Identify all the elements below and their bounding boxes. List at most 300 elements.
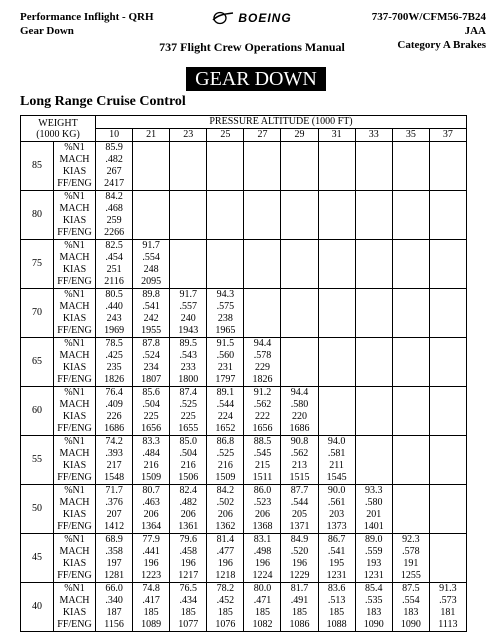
- value-text: 1807: [141, 374, 162, 385]
- value-text: 85.6: [142, 387, 160, 398]
- value-text: 1090: [400, 619, 421, 630]
- value-text: 91.2: [253, 387, 272, 398]
- value-text: .441: [142, 546, 160, 557]
- value-cell: [170, 534, 207, 583]
- value-text: 248: [143, 264, 159, 275]
- value-text: 206: [217, 509, 233, 520]
- value-cell: [355, 191, 392, 240]
- value-cell: [96, 534, 133, 583]
- value-cell: [244, 387, 281, 436]
- value-cell: [392, 240, 429, 289]
- header-doc-subsection: Gear Down: [20, 25, 74, 37]
- value-cell: [281, 534, 318, 583]
- value-text: 1969: [104, 325, 125, 336]
- value-text: 1224: [252, 570, 273, 581]
- value-text: 225: [180, 411, 196, 422]
- altitude-header-9: 37: [429, 129, 466, 142]
- value-text: 1223: [141, 570, 162, 581]
- value-text: 84.9: [290, 534, 309, 545]
- value-text: 213: [292, 460, 308, 471]
- param-label: MACH: [59, 448, 90, 459]
- param-label: KIAS: [62, 264, 87, 275]
- value-text: .471: [253, 595, 272, 606]
- value-text: 1509: [215, 472, 236, 483]
- value-text: 1548: [104, 472, 125, 483]
- value-text: 87.7: [290, 485, 309, 496]
- value-text: 85.4: [364, 583, 383, 594]
- value-text: 1373: [326, 521, 347, 532]
- altitude-header-8: 35: [392, 129, 429, 142]
- value-cell: [96, 338, 133, 387]
- value-text: 1943: [178, 325, 199, 336]
- altitude-header-2: 23: [170, 129, 207, 142]
- table-row: [21, 534, 467, 583]
- value-text: .578: [402, 546, 420, 557]
- value-cell: [355, 583, 392, 632]
- param-label: KIAS: [62, 460, 87, 471]
- value-text: 1082: [252, 619, 273, 630]
- value-cell: [207, 534, 244, 583]
- value-text: 82.5: [105, 240, 123, 251]
- param-label: %N1: [64, 534, 85, 545]
- value-cell: [355, 387, 392, 436]
- gear-down-banner: GEAR DOWN: [186, 67, 326, 91]
- pressure-altitude-header: PRESSURE ALTITUDE (1000 FT): [96, 116, 467, 129]
- param-labels-cell: [54, 142, 96, 191]
- value-cell: [244, 485, 281, 534]
- value-text: 267: [106, 166, 122, 177]
- weight-cell: 70: [21, 289, 54, 338]
- value-text: 185: [143, 607, 159, 618]
- value-cell: [281, 583, 318, 632]
- value-text: .340: [105, 595, 123, 606]
- weight-cell: 85: [21, 142, 54, 191]
- altitude-header-1: 21: [133, 129, 170, 142]
- value-cell: [429, 583, 466, 632]
- value-text: 229: [254, 362, 270, 373]
- value-text: 1218: [215, 570, 236, 581]
- value-text: 259: [106, 215, 122, 226]
- value-cell: [318, 240, 355, 289]
- value-text: .458: [179, 546, 197, 557]
- value-cell: [392, 436, 429, 485]
- value-text: .561: [327, 497, 346, 508]
- value-text: 231: [217, 362, 233, 373]
- value-text: 84.2: [105, 191, 123, 202]
- param-label: MACH: [59, 301, 90, 312]
- value-text: 86.0: [253, 485, 272, 496]
- param-label: %N1: [64, 338, 85, 349]
- value-text: .562: [290, 448, 309, 459]
- param-label: KIAS: [62, 411, 87, 422]
- weight-cell: 55: [21, 436, 54, 485]
- value-cell: [170, 436, 207, 485]
- value-text: .544: [290, 497, 309, 508]
- param-label: FF/ENG: [57, 423, 92, 434]
- value-cell: [170, 583, 207, 632]
- value-text: 80.7: [142, 485, 160, 496]
- value-cell: [133, 240, 170, 289]
- value-text: .543: [179, 350, 197, 361]
- param-label: %N1: [64, 191, 85, 202]
- header-right: [372, 10, 486, 52]
- value-text: .578: [253, 350, 272, 361]
- value-text: .581: [327, 448, 346, 459]
- value-text: .525: [216, 448, 235, 459]
- value-text: .554: [402, 595, 420, 606]
- value-text: 78.5: [105, 338, 123, 349]
- weight-cell: 40: [21, 583, 54, 632]
- value-text: .376: [105, 497, 123, 508]
- table-row: [21, 387, 467, 436]
- value-text: 191: [403, 558, 419, 569]
- value-text: .544: [216, 399, 235, 410]
- value-cell: [207, 436, 244, 485]
- value-cell: [392, 191, 429, 240]
- value-text: 89.1: [216, 387, 235, 398]
- value-text: .502: [216, 497, 235, 508]
- value-text: 2266: [104, 227, 125, 238]
- value-text: 2417: [104, 178, 125, 189]
- value-cell: [318, 387, 355, 436]
- param-label: KIAS: [62, 313, 87, 324]
- value-cell: [429, 338, 466, 387]
- param-labels-cell: [54, 485, 96, 534]
- value-text: .358: [105, 546, 123, 557]
- value-cell: [133, 583, 170, 632]
- value-cell: [318, 436, 355, 485]
- value-text: 187: [106, 607, 122, 618]
- value-cell: [429, 387, 466, 436]
- value-text: .468: [105, 203, 123, 214]
- value-cell: [207, 485, 244, 534]
- value-text: 1965: [215, 325, 236, 336]
- value-text: 71.7: [105, 485, 123, 496]
- value-cell: [170, 289, 207, 338]
- value-cell: [244, 534, 281, 583]
- value-text: 1800: [178, 374, 199, 385]
- value-text: 1368: [252, 521, 273, 532]
- value-text: 1088: [326, 619, 347, 630]
- value-text: 224: [217, 411, 233, 422]
- value-text: 74.8: [142, 583, 160, 594]
- param-label: FF/ENG: [57, 227, 92, 238]
- value-text: 66.0: [105, 583, 123, 594]
- weight-header: [21, 116, 96, 142]
- value-text: 2116: [104, 276, 124, 287]
- value-text: 1412: [104, 521, 125, 532]
- value-cell: [355, 436, 392, 485]
- altitude-header-6: 31: [318, 129, 355, 142]
- value-text: 1515: [289, 472, 310, 483]
- value-text: 216: [180, 460, 196, 471]
- value-cell: [392, 534, 429, 583]
- value-text: 1086: [289, 619, 310, 630]
- value-cell: [207, 142, 244, 191]
- value-text: .417: [142, 595, 160, 606]
- value-text: 1509: [141, 472, 162, 483]
- weight-cell: 45: [21, 534, 54, 583]
- value-cell: [96, 289, 133, 338]
- value-text: 251: [106, 264, 122, 275]
- value-text: 2095: [141, 276, 162, 287]
- value-text: 83.6: [327, 583, 346, 594]
- value-cell: [207, 191, 244, 240]
- value-cell: [281, 142, 318, 191]
- section-title: Long Range Cruise Control: [20, 94, 186, 109]
- value-text: 82.4: [179, 485, 197, 496]
- value-text: 1281: [104, 570, 125, 581]
- value-cell: [207, 289, 244, 338]
- param-label: MACH: [59, 497, 90, 508]
- value-text: 84.2: [216, 485, 235, 496]
- value-text: 87.5: [402, 583, 420, 594]
- value-text: .513: [327, 595, 346, 606]
- value-text: 206: [180, 509, 196, 520]
- weight-header-label: WEIGHT: [38, 117, 78, 129]
- value-text: 203: [329, 509, 345, 520]
- value-cell: [281, 485, 318, 534]
- value-cell: [133, 534, 170, 583]
- value-cell: [96, 583, 133, 632]
- value-cell: [429, 436, 466, 485]
- boeing-logo-text: BOEING: [238, 11, 292, 25]
- param-label: FF/ENG: [57, 374, 92, 385]
- value-cell: [96, 240, 133, 289]
- value-text: 89.8: [142, 289, 160, 300]
- value-cell: [392, 289, 429, 338]
- value-cell: [429, 485, 466, 534]
- value-cell: [392, 387, 429, 436]
- param-label: KIAS: [62, 558, 87, 569]
- param-label: KIAS: [62, 362, 87, 373]
- value-cell: [96, 142, 133, 191]
- value-text: 234: [143, 362, 159, 373]
- value-text: 1826: [104, 374, 125, 385]
- param-label: MACH: [59, 252, 90, 263]
- value-cell: [170, 387, 207, 436]
- value-text: .562: [253, 399, 272, 410]
- value-text: 1656: [252, 423, 273, 434]
- value-cell: [281, 289, 318, 338]
- aircraft-model: 737-700W/CFM56-7B24: [371, 11, 486, 23]
- value-text: 91.3: [439, 583, 457, 594]
- value-text: 185: [329, 607, 345, 618]
- value-text: .541: [327, 546, 346, 557]
- value-text: 1090: [363, 619, 384, 630]
- weight-header-unit: (1000 KG): [36, 128, 80, 140]
- value-cell: [318, 338, 355, 387]
- value-text: 91.7: [142, 240, 160, 251]
- altitude-header-4: 27: [244, 129, 281, 142]
- value-cell: [355, 240, 392, 289]
- value-text: 80.0: [253, 583, 272, 594]
- value-text: .520: [290, 546, 309, 557]
- value-text: 1364: [141, 521, 162, 532]
- value-text: 1652: [215, 423, 236, 434]
- value-cell: [170, 142, 207, 191]
- value-cell: [133, 142, 170, 191]
- value-text: 74.2: [105, 436, 123, 447]
- value-cell: [244, 240, 281, 289]
- value-text: .525: [179, 399, 197, 410]
- value-cell: [133, 387, 170, 436]
- table-row: [21, 338, 467, 387]
- value-text: .523: [253, 497, 272, 508]
- value-cell: [133, 436, 170, 485]
- value-text: 206: [254, 509, 270, 520]
- value-text: 195: [329, 558, 345, 569]
- value-text: 225: [143, 411, 159, 422]
- value-text: 81.7: [290, 583, 309, 594]
- value-text: 94.3: [216, 289, 235, 300]
- value-text: 235: [106, 362, 122, 373]
- value-cell: [244, 338, 281, 387]
- value-cell: [96, 191, 133, 240]
- value-text: .440: [105, 301, 123, 312]
- value-text: 206: [143, 509, 159, 520]
- value-text: .580: [364, 497, 383, 508]
- value-text: 196: [292, 558, 308, 569]
- param-labels-cell: [54, 534, 96, 583]
- value-cell: [355, 534, 392, 583]
- value-cell: [244, 142, 281, 191]
- value-text: .409: [105, 399, 123, 410]
- value-text: 1511: [252, 472, 273, 483]
- value-text: 197: [106, 558, 122, 569]
- value-text: 90.0: [327, 485, 346, 496]
- boeing-swoosh-icon: [212, 11, 234, 25]
- weight-cell: 50: [21, 485, 54, 534]
- value-cell: [392, 583, 429, 632]
- value-cell: [244, 191, 281, 240]
- value-cell: [281, 191, 318, 240]
- param-label: %N1: [64, 436, 85, 447]
- value-text: 83.3: [142, 436, 160, 447]
- value-text: 226: [106, 411, 122, 422]
- value-text: 1371: [289, 521, 310, 532]
- param-label: MACH: [59, 546, 90, 557]
- param-label: %N1: [64, 485, 85, 496]
- value-cell: [96, 436, 133, 485]
- value-cell: [207, 338, 244, 387]
- value-text: 1545: [326, 472, 347, 483]
- value-text: 1229: [289, 570, 310, 581]
- value-cell: [355, 338, 392, 387]
- value-text: 216: [217, 460, 233, 471]
- value-text: 185: [254, 607, 270, 618]
- value-text: 238: [217, 313, 233, 324]
- param-label: %N1: [64, 289, 85, 300]
- value-text: 201: [366, 509, 382, 520]
- value-text: 196: [254, 558, 270, 569]
- value-text: .498: [253, 546, 272, 557]
- value-cell: [133, 191, 170, 240]
- value-cell: [281, 240, 318, 289]
- value-text: 1255: [400, 570, 421, 581]
- value-text: 1506: [178, 472, 199, 483]
- param-labels-cell: [54, 240, 96, 289]
- value-text: .504: [179, 448, 197, 459]
- altitude-header-7: 33: [355, 129, 392, 142]
- value-text: .425: [105, 350, 123, 361]
- value-text: .491: [290, 595, 309, 606]
- param-label: MACH: [59, 350, 90, 361]
- manual-title: 737 Flight Crew Operations Manual: [159, 40, 345, 54]
- value-text: .554: [142, 252, 160, 263]
- table-row: [21, 485, 467, 534]
- lrc-table: [20, 115, 467, 632]
- value-text: .393: [105, 448, 123, 459]
- param-labels-cell: [54, 289, 96, 338]
- value-text: 196: [180, 558, 196, 569]
- value-cell: [318, 142, 355, 191]
- table-header-row-1: [21, 116, 467, 129]
- value-text: .541: [142, 301, 160, 312]
- value-text: 185: [292, 607, 308, 618]
- value-text: 78.2: [216, 583, 235, 594]
- value-text: 207: [106, 509, 122, 520]
- altitude-header-5: 29: [281, 129, 318, 142]
- value-text: 222: [254, 411, 270, 422]
- value-cell: [133, 485, 170, 534]
- value-text: 1077: [178, 619, 199, 630]
- param-labels-cell: [54, 338, 96, 387]
- value-text: 1231: [363, 570, 384, 581]
- param-label: FF/ENG: [57, 521, 92, 532]
- value-text: .535: [364, 595, 383, 606]
- value-cell: [429, 240, 466, 289]
- value-text: 1686: [104, 423, 125, 434]
- param-label: KIAS: [62, 607, 87, 618]
- value-text: 1656: [141, 423, 162, 434]
- value-cell: [429, 534, 466, 583]
- value-text: .482: [105, 154, 123, 165]
- weight-cell: 65: [21, 338, 54, 387]
- value-text: 76.4: [105, 387, 123, 398]
- value-text: 94.4: [290, 387, 309, 398]
- value-text: 91.5: [216, 338, 235, 349]
- param-labels-cell: [54, 191, 96, 240]
- value-text: 1362: [215, 521, 236, 532]
- value-cell: [244, 289, 281, 338]
- value-text: .545: [253, 448, 272, 459]
- value-text: 185: [180, 607, 196, 618]
- value-text: .434: [179, 595, 197, 606]
- value-text: 1797: [215, 374, 236, 385]
- param-labels-cell: [54, 436, 96, 485]
- value-text: 1361: [178, 521, 199, 532]
- value-text: 211: [329, 460, 344, 471]
- value-text: 1955: [141, 325, 162, 336]
- value-text: 243: [106, 313, 122, 324]
- param-label: %N1: [64, 240, 85, 251]
- value-cell: [96, 387, 133, 436]
- table-row: [21, 240, 467, 289]
- value-text: 217: [106, 460, 122, 471]
- param-label: KIAS: [62, 166, 87, 177]
- value-text: .482: [179, 497, 197, 508]
- value-text: 1156: [104, 619, 124, 630]
- value-text: 94.4: [253, 338, 272, 349]
- param-label: FF/ENG: [57, 570, 92, 581]
- value-cell: [170, 240, 207, 289]
- value-text: .477: [216, 546, 235, 557]
- value-cell: [392, 142, 429, 191]
- boeing-logo: [212, 11, 291, 25]
- value-text: 1826: [252, 374, 273, 385]
- value-text: 1217: [178, 570, 199, 581]
